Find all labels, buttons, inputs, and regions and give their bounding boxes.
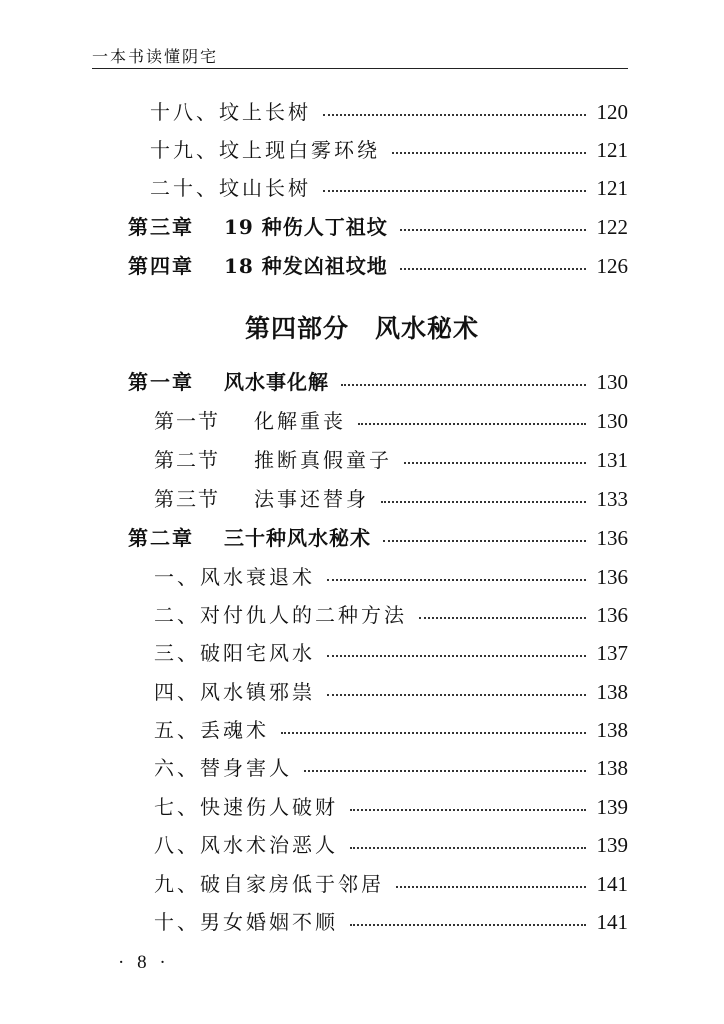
toc-entry[interactable] [154,561,628,590]
leader-dots [327,655,586,657]
toc-entry-label: 九、破自家房低于邻居 [154,872,384,896]
toc-entry[interactable] [150,96,628,125]
toc-entry-page: 136 [596,603,628,627]
toc-entry-page: 126 [596,254,628,278]
toc-chapter-entry[interactable] [128,522,628,551]
toc-entry-label: 四、风水镇邪祟 [154,680,315,704]
toc-entry-page: 122 [596,215,628,239]
leader-dots [396,886,586,888]
leader-dots [381,501,586,503]
leader-dots [281,732,586,734]
section-number: 第三节 [154,487,220,511]
toc-entry-page: 136 [596,565,628,589]
leader-dots [358,423,586,425]
toc-entry-page: 139 [596,833,628,857]
toc-entry-page: 141 [596,872,628,896]
toc-entry-page: 120 [596,100,628,124]
toc-entry[interactable] [154,676,628,705]
toc-entry-label: 三、破阳宅风水 [154,641,315,665]
toc-chapter-entry[interactable] [128,211,628,240]
toc-entry-label: 十九、坟上现白雾环绕 [150,138,380,162]
toc-entry-page: 130 [596,409,628,433]
leader-dots [400,229,586,231]
toc-entry[interactable] [154,791,628,820]
chapter-number: 第一章 [128,370,194,394]
leader-dots [392,152,586,154]
leader-dots [383,540,586,542]
toc-entry-label: 六、替身害人 [154,756,292,780]
toc-entry[interactable] [150,134,628,163]
chapter-number: 第三章 [128,215,194,239]
toc-section-entry[interactable] [154,405,628,434]
toc-entry-label: 三十种风水秘术 [224,526,371,550]
toc-entry-page: 133 [596,487,628,511]
toc-entry[interactable] [154,829,628,858]
leader-dots [350,847,586,849]
toc-entry-page: 139 [596,795,628,819]
toc-entry-label: 推断真假童子 [254,448,392,472]
toc-entry-page: 121 [596,138,628,162]
part-number: 第四部分 [244,314,349,343]
toc-section-entry[interactable] [154,444,628,473]
toc-entry-label: 一、风水衰退术 [154,565,315,589]
toc-entry-label: 十、男女婚姻不顺 [154,910,338,934]
leader-dots [323,190,586,192]
part-heading[interactable] [0,309,724,345]
toc-entry-label: 18 种发凶祖坟地 [224,254,388,278]
toc-entry-page: 136 [596,526,628,550]
toc-entry-page: 137 [596,641,628,665]
toc-entry-label: 十八、坟上长树 [150,100,311,124]
toc-entry-page: 121 [596,176,628,200]
toc-entry-label: 风水事化解 [224,370,329,394]
page-number: · 8 · [118,952,170,973]
toc-entry[interactable] [154,637,628,666]
running-header-title: 一本书读懂阴宅 [92,47,219,66]
header-rule [92,68,628,69]
leader-dots [304,770,586,772]
toc-entry-label: 二十、坟山长树 [150,176,311,200]
toc-entry-page: 141 [596,910,628,934]
toc-entry[interactable] [154,714,628,743]
chapter-number: 第四章 [128,254,194,278]
toc-entry-page: 131 [596,448,628,472]
part-title: 风水秘术 [375,314,480,343]
toc-entry-label: 七、快速伤人破财 [154,795,338,819]
section-number: 第一节 [154,409,220,433]
toc-entry[interactable] [154,599,628,628]
toc-entry-label: 八、风水术治恶人 [154,833,338,857]
leader-dots [341,384,586,386]
toc-entry-label: 19 种伤人丁祖坟 [224,215,388,239]
toc-chapter-entry[interactable] [128,366,628,395]
leader-dots [404,462,586,464]
toc-entry[interactable] [154,752,628,781]
toc-entry-page: 138 [596,756,628,780]
leader-dots [327,579,586,581]
leader-dots [400,268,586,270]
toc-entry-label: 化解重丧 [254,409,346,433]
leader-dots [350,809,586,811]
toc-entry[interactable] [154,906,628,935]
toc-entry[interactable] [150,172,628,201]
toc-chapter-entry[interactable] [128,250,628,279]
toc-entry[interactable] [154,868,628,897]
toc-entry-page: 138 [596,718,628,742]
leader-dots [327,694,586,696]
toc-entry-label: 五、丢魂术 [154,718,269,742]
leader-dots [323,114,586,116]
toc-entry-page: 138 [596,680,628,704]
toc-entry-label: 法事还替身 [254,487,369,511]
leader-dots [419,617,586,619]
toc-section-entry[interactable] [154,483,628,512]
section-number: 第二节 [154,448,220,472]
toc-entry-page: 130 [596,370,628,394]
chapter-number: 第二章 [128,526,194,550]
toc-entry-label: 二、对付仇人的二种方法 [154,603,407,627]
leader-dots [350,924,586,926]
